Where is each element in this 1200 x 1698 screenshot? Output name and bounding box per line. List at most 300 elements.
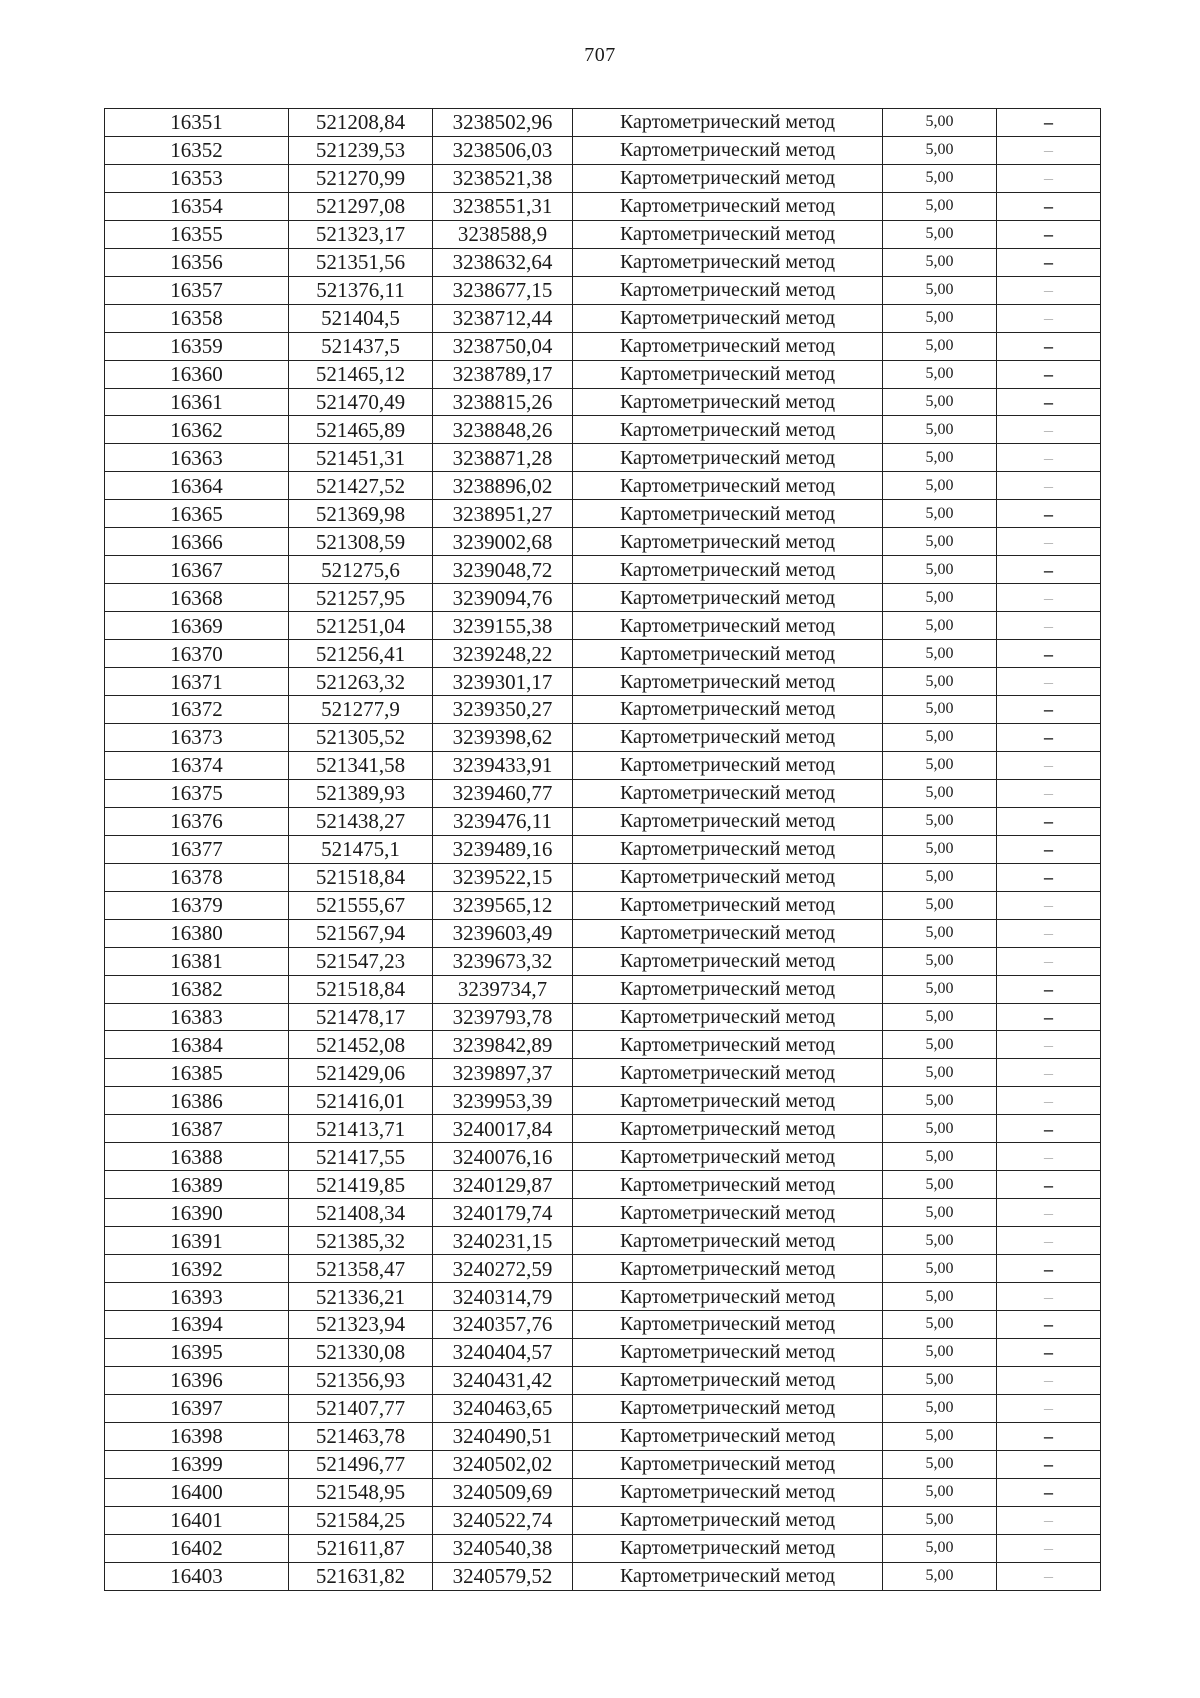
cell-point-number: 16380 bbox=[105, 919, 289, 947]
cell-point-number: 16354 bbox=[105, 192, 289, 220]
table-row bbox=[105, 1171, 1101, 1199]
cell-y-coordinate: 3239522,15 bbox=[433, 863, 573, 891]
cell-method: Картометрический метод bbox=[573, 472, 883, 500]
dash-mark: – bbox=[1044, 671, 1053, 692]
cell-dash bbox=[997, 723, 1101, 751]
dash-mark: – bbox=[1044, 252, 1053, 273]
cell-point-number: 16381 bbox=[105, 947, 289, 975]
cell-y-coordinate: 3240017,84 bbox=[433, 1115, 573, 1143]
cell-accuracy: 5,00 bbox=[883, 1171, 997, 1199]
cell-y-coordinate: 3239248,22 bbox=[433, 640, 573, 668]
cell-accuracy: 5,00 bbox=[883, 835, 997, 863]
cell-point-number: 16356 bbox=[105, 248, 289, 276]
cell-method: Картометрический метод bbox=[573, 1534, 883, 1562]
cell-x-coordinate: 521478,17 bbox=[289, 1003, 433, 1031]
cell-dash bbox=[997, 1283, 1101, 1311]
table-row bbox=[105, 1394, 1101, 1422]
cell-x-coordinate: 521341,58 bbox=[289, 751, 433, 779]
cell-x-coordinate: 521419,85 bbox=[289, 1171, 433, 1199]
cell-accuracy: 5,00 bbox=[883, 1310, 997, 1338]
table-row bbox=[105, 1310, 1101, 1338]
table-row bbox=[105, 696, 1101, 724]
table-row bbox=[105, 1199, 1101, 1227]
table-row bbox=[105, 500, 1101, 528]
cell-point-number: 16387 bbox=[105, 1115, 289, 1143]
table-row bbox=[105, 276, 1101, 304]
cell-dash bbox=[997, 891, 1101, 919]
cell-method: Картометрический метод bbox=[573, 779, 883, 807]
dash-mark: – bbox=[1044, 615, 1053, 636]
cell-point-number: 16374 bbox=[105, 751, 289, 779]
cell-x-coordinate: 521416,01 bbox=[289, 1087, 433, 1115]
cell-y-coordinate: 3240502,02 bbox=[433, 1450, 573, 1478]
cell-point-number: 16362 bbox=[105, 416, 289, 444]
table-row bbox=[105, 164, 1101, 192]
dash-mark: – bbox=[1044, 1230, 1053, 1251]
cell-accuracy: 5,00 bbox=[883, 947, 997, 975]
table-row bbox=[105, 1059, 1101, 1087]
cell-point-number: 16372 bbox=[105, 696, 289, 724]
cell-y-coordinate: 3240509,69 bbox=[433, 1478, 573, 1506]
cell-accuracy: 5,00 bbox=[883, 416, 997, 444]
cell-point-number: 16401 bbox=[105, 1506, 289, 1534]
cell-x-coordinate: 521336,21 bbox=[289, 1283, 433, 1311]
cell-x-coordinate: 521631,82 bbox=[289, 1562, 433, 1590]
cell-y-coordinate: 3238848,26 bbox=[433, 416, 573, 444]
cell-y-coordinate: 3238871,28 bbox=[433, 444, 573, 472]
cell-method: Картометрический метод bbox=[573, 360, 883, 388]
cell-x-coordinate: 521413,71 bbox=[289, 1115, 433, 1143]
cell-accuracy: 5,00 bbox=[883, 640, 997, 668]
cell-y-coordinate: 3239460,77 bbox=[433, 779, 573, 807]
page-number: 707 bbox=[584, 44, 616, 66]
cell-dash bbox=[997, 835, 1101, 863]
table-row bbox=[105, 668, 1101, 696]
cell-x-coordinate: 521369,98 bbox=[289, 500, 433, 528]
cell-point-number: 16377 bbox=[105, 835, 289, 863]
cell-y-coordinate: 3240490,51 bbox=[433, 1422, 573, 1450]
cell-dash bbox=[997, 1199, 1101, 1227]
cell-point-number: 16389 bbox=[105, 1171, 289, 1199]
cell-dash bbox=[997, 472, 1101, 500]
cell-dash bbox=[997, 388, 1101, 416]
cell-accuracy: 5,00 bbox=[883, 1059, 997, 1087]
cell-accuracy: 5,00 bbox=[883, 332, 997, 360]
cell-method: Картометрический метод bbox=[573, 304, 883, 332]
dash-mark: – bbox=[1044, 755, 1053, 776]
cell-method: Картометрический метод bbox=[573, 723, 883, 751]
cell-method: Картометрический метод bbox=[573, 276, 883, 304]
dash-mark: – bbox=[1044, 1566, 1053, 1587]
dash-mark: – bbox=[1044, 1258, 1053, 1279]
cell-x-coordinate: 521470,49 bbox=[289, 388, 433, 416]
cell-accuracy: 5,00 bbox=[883, 1562, 997, 1590]
cell-dash bbox=[997, 1562, 1101, 1590]
cell-accuracy: 5,00 bbox=[883, 612, 997, 640]
cell-x-coordinate: 521308,59 bbox=[289, 528, 433, 556]
cell-x-coordinate: 521263,32 bbox=[289, 668, 433, 696]
cell-method: Картометрический метод bbox=[573, 1338, 883, 1366]
cell-accuracy: 5,00 bbox=[883, 1338, 997, 1366]
table-row bbox=[105, 416, 1101, 444]
table-row bbox=[105, 723, 1101, 751]
cell-method: Картометрический метод bbox=[573, 444, 883, 472]
cell-y-coordinate: 3240129,87 bbox=[433, 1171, 573, 1199]
table-row bbox=[105, 891, 1101, 919]
cell-x-coordinate: 521330,08 bbox=[289, 1338, 433, 1366]
dash-mark: – bbox=[1044, 727, 1053, 748]
cell-x-coordinate: 521404,5 bbox=[289, 304, 433, 332]
dash-mark: – bbox=[1044, 196, 1053, 217]
cell-point-number: 16391 bbox=[105, 1227, 289, 1255]
dash-mark: – bbox=[1044, 923, 1053, 944]
dash-mark: – bbox=[1044, 419, 1053, 440]
dash-mark: – bbox=[1044, 1202, 1053, 1223]
cell-y-coordinate: 3238632,64 bbox=[433, 248, 573, 276]
cell-accuracy: 5,00 bbox=[883, 668, 997, 696]
cell-method: Картометрический метод bbox=[573, 416, 883, 444]
cell-y-coordinate: 3239301,17 bbox=[433, 668, 573, 696]
cell-method: Картометрический метод bbox=[573, 1031, 883, 1059]
coordinates-table bbox=[104, 108, 1101, 1591]
cell-dash bbox=[997, 528, 1101, 556]
cell-point-number: 16353 bbox=[105, 164, 289, 192]
cell-accuracy: 5,00 bbox=[883, 248, 997, 276]
cell-method: Картометрический метод bbox=[573, 668, 883, 696]
cell-y-coordinate: 3238551,31 bbox=[433, 192, 573, 220]
table-row bbox=[105, 807, 1101, 835]
dash-mark: – bbox=[1044, 1538, 1053, 1559]
cell-method: Картометрический метод bbox=[573, 1283, 883, 1311]
cell-accuracy: 5,00 bbox=[883, 1003, 997, 1031]
cell-x-coordinate: 521208,84 bbox=[289, 109, 433, 137]
cell-dash bbox=[997, 919, 1101, 947]
cell-dash bbox=[997, 1338, 1101, 1366]
cell-x-coordinate: 521452,08 bbox=[289, 1031, 433, 1059]
cell-method: Картометрический метод bbox=[573, 500, 883, 528]
dash-mark: – bbox=[1044, 308, 1053, 329]
cell-x-coordinate: 521475,1 bbox=[289, 835, 433, 863]
cell-point-number: 16395 bbox=[105, 1338, 289, 1366]
cell-dash bbox=[997, 668, 1101, 696]
cell-method: Картометрический метод bbox=[573, 164, 883, 192]
cell-dash bbox=[997, 164, 1101, 192]
cell-y-coordinate: 3238588,9 bbox=[433, 220, 573, 248]
dash-mark: – bbox=[1044, 392, 1053, 412]
cell-y-coordinate: 3240231,15 bbox=[433, 1227, 573, 1255]
cell-method: Картометрический метод bbox=[573, 1227, 883, 1255]
cell-accuracy: 5,00 bbox=[883, 1031, 997, 1059]
cell-dash bbox=[997, 1450, 1101, 1478]
cell-dash bbox=[997, 304, 1101, 332]
cell-accuracy: 5,00 bbox=[883, 1283, 997, 1311]
cell-point-number: 16392 bbox=[105, 1255, 289, 1283]
cell-y-coordinate: 3240404,57 bbox=[433, 1338, 573, 1366]
cell-accuracy: 5,00 bbox=[883, 220, 997, 248]
cell-point-number: 16365 bbox=[105, 500, 289, 528]
cell-method: Картометрический метод bbox=[573, 1143, 883, 1171]
cell-accuracy: 5,00 bbox=[883, 1450, 997, 1478]
cell-dash bbox=[997, 136, 1101, 164]
dash-mark: – bbox=[1044, 1398, 1053, 1419]
cell-x-coordinate: 521548,95 bbox=[289, 1478, 433, 1506]
table-row bbox=[105, 136, 1101, 164]
table-row bbox=[105, 779, 1101, 807]
cell-dash bbox=[997, 1478, 1101, 1506]
cell-y-coordinate: 3239793,78 bbox=[433, 1003, 573, 1031]
cell-x-coordinate: 521257,95 bbox=[289, 584, 433, 612]
table-row bbox=[105, 1031, 1101, 1059]
cell-point-number: 16394 bbox=[105, 1310, 289, 1338]
cell-y-coordinate: 3240357,76 bbox=[433, 1310, 573, 1338]
dash-mark: – bbox=[1044, 1034, 1053, 1055]
dash-mark: – bbox=[1044, 1426, 1053, 1447]
cell-point-number: 16400 bbox=[105, 1478, 289, 1506]
cell-point-number: 16378 bbox=[105, 863, 289, 891]
cell-y-coordinate: 3240179,74 bbox=[433, 1199, 573, 1227]
cell-method: Картометрический метод bbox=[573, 1450, 883, 1478]
cell-x-coordinate: 521351,56 bbox=[289, 248, 433, 276]
cell-method: Картометрический метод bbox=[573, 388, 883, 416]
cell-method: Картометрический метод bbox=[573, 1255, 883, 1283]
cell-y-coordinate: 3240431,42 bbox=[433, 1366, 573, 1394]
cell-point-number: 16386 bbox=[105, 1087, 289, 1115]
cell-dash bbox=[997, 1227, 1101, 1255]
dash-mark: – bbox=[1044, 1286, 1053, 1307]
cell-y-coordinate: 3239433,91 bbox=[433, 751, 573, 779]
cell-x-coordinate: 521417,55 bbox=[289, 1143, 433, 1171]
cell-x-coordinate: 521323,94 bbox=[289, 1310, 433, 1338]
cell-dash bbox=[997, 1087, 1101, 1115]
table-row bbox=[105, 1087, 1101, 1115]
cell-accuracy: 5,00 bbox=[883, 1422, 997, 1450]
cell-accuracy: 5,00 bbox=[883, 1227, 997, 1255]
cell-dash bbox=[997, 751, 1101, 779]
cell-x-coordinate: 521358,47 bbox=[289, 1255, 433, 1283]
cell-x-coordinate: 521389,93 bbox=[289, 779, 433, 807]
dash-mark: – bbox=[1044, 475, 1053, 496]
cell-y-coordinate: 3240540,38 bbox=[433, 1534, 573, 1562]
cell-dash bbox=[997, 584, 1101, 612]
dash-mark: – bbox=[1044, 559, 1053, 580]
cell-y-coordinate: 3239673,32 bbox=[433, 947, 573, 975]
cell-x-coordinate: 521451,31 bbox=[289, 444, 433, 472]
cell-point-number: 16358 bbox=[105, 304, 289, 332]
cell-accuracy: 5,00 bbox=[883, 1255, 997, 1283]
cell-method: Картометрический метод bbox=[573, 1199, 883, 1227]
cell-dash bbox=[997, 779, 1101, 807]
cell-point-number: 16398 bbox=[105, 1422, 289, 1450]
dash-mark: – bbox=[1044, 643, 1053, 664]
cell-dash bbox=[997, 276, 1101, 304]
dash-mark: – bbox=[1044, 224, 1053, 245]
cell-accuracy: 5,00 bbox=[883, 164, 997, 192]
dash-mark: – bbox=[1044, 1118, 1053, 1139]
cell-method: Картометрический метод bbox=[573, 109, 883, 137]
cell-point-number: 16371 bbox=[105, 668, 289, 696]
cell-dash bbox=[997, 863, 1101, 891]
cell-x-coordinate: 521437,5 bbox=[289, 332, 433, 360]
cell-method: Картометрический метод bbox=[573, 1394, 883, 1422]
cell-dash bbox=[997, 1143, 1101, 1171]
cell-point-number: 16352 bbox=[105, 136, 289, 164]
cell-x-coordinate: 521438,27 bbox=[289, 807, 433, 835]
dash-mark: – bbox=[1044, 951, 1053, 972]
cell-accuracy: 5,00 bbox=[883, 807, 997, 835]
cell-y-coordinate: 3239048,72 bbox=[433, 556, 573, 584]
cell-x-coordinate: 521277,9 bbox=[289, 696, 433, 724]
dash-mark: – bbox=[1044, 1006, 1053, 1027]
cell-x-coordinate: 521465,89 bbox=[289, 416, 433, 444]
dash-mark: – bbox=[1044, 895, 1053, 916]
cell-method: Картометрический метод bbox=[573, 1171, 883, 1199]
cell-accuracy: 5,00 bbox=[883, 1478, 997, 1506]
cell-y-coordinate: 3239155,38 bbox=[433, 612, 573, 640]
cell-method: Картометрический метод bbox=[573, 863, 883, 891]
dash-mark: – bbox=[1044, 1370, 1053, 1391]
cell-dash bbox=[997, 975, 1101, 1003]
cell-x-coordinate: 521611,87 bbox=[289, 1534, 433, 1562]
cell-dash bbox=[997, 1059, 1101, 1087]
cell-point-number: 16370 bbox=[105, 640, 289, 668]
table-row bbox=[105, 640, 1101, 668]
table-row bbox=[105, 1450, 1101, 1478]
table-row bbox=[105, 1227, 1101, 1255]
table-row bbox=[105, 919, 1101, 947]
cell-dash bbox=[997, 360, 1101, 388]
cell-accuracy: 5,00 bbox=[883, 751, 997, 779]
cell-method: Картометрический метод bbox=[573, 975, 883, 1003]
cell-x-coordinate: 521429,06 bbox=[289, 1059, 433, 1087]
cell-method: Картометрический метод bbox=[573, 1478, 883, 1506]
cell-accuracy: 5,00 bbox=[883, 192, 997, 220]
cell-method: Картометрический метод bbox=[573, 1003, 883, 1031]
cell-accuracy: 5,00 bbox=[883, 388, 997, 416]
cell-y-coordinate: 3238712,44 bbox=[433, 304, 573, 332]
cell-accuracy: 5,00 bbox=[883, 304, 997, 332]
cell-dash bbox=[997, 947, 1101, 975]
cell-accuracy: 5,00 bbox=[883, 528, 997, 556]
cell-dash bbox=[997, 1310, 1101, 1338]
dash-mark: – bbox=[1044, 839, 1053, 860]
cell-y-coordinate: 3239489,16 bbox=[433, 835, 573, 863]
cell-accuracy: 5,00 bbox=[883, 472, 997, 500]
cell-point-number: 16382 bbox=[105, 975, 289, 1003]
cell-point-number: 16376 bbox=[105, 807, 289, 835]
table-row bbox=[105, 109, 1101, 137]
cell-method: Картометрический метод bbox=[573, 640, 883, 668]
dash-mark: – bbox=[1044, 1174, 1053, 1195]
dash-mark: – bbox=[1044, 1482, 1053, 1503]
table-row bbox=[105, 1366, 1101, 1394]
dash-mark: – bbox=[1044, 1146, 1053, 1167]
cell-method: Картометрический метод bbox=[573, 1087, 883, 1115]
cell-method: Картометрический метод bbox=[573, 1562, 883, 1590]
cell-point-number: 16355 bbox=[105, 220, 289, 248]
table-row bbox=[105, 1115, 1101, 1143]
cell-point-number: 16402 bbox=[105, 1534, 289, 1562]
table-row bbox=[105, 556, 1101, 584]
dash-mark: – bbox=[1044, 811, 1053, 832]
cell-method: Картометрический метод bbox=[573, 528, 883, 556]
cell-y-coordinate: 3238951,27 bbox=[433, 500, 573, 528]
cell-accuracy: 5,00 bbox=[883, 1534, 997, 1562]
cell-dash bbox=[997, 1171, 1101, 1199]
cell-point-number: 16361 bbox=[105, 388, 289, 416]
dash-mark: – bbox=[1044, 979, 1053, 1000]
dash-mark: – bbox=[1044, 867, 1053, 888]
table-row bbox=[105, 975, 1101, 1003]
cell-method: Картометрический метод bbox=[573, 192, 883, 220]
cell-y-coordinate: 3238815,26 bbox=[433, 388, 573, 416]
cell-y-coordinate: 3240463,65 bbox=[433, 1394, 573, 1422]
cell-point-number: 16393 bbox=[105, 1283, 289, 1311]
cell-dash bbox=[997, 696, 1101, 724]
dash-mark: – bbox=[1044, 587, 1053, 608]
cell-point-number: 16363 bbox=[105, 444, 289, 472]
cell-method: Картометрический метод bbox=[573, 696, 883, 724]
cell-dash bbox=[997, 248, 1101, 276]
dash-mark: – bbox=[1044, 1090, 1053, 1111]
cell-accuracy: 5,00 bbox=[883, 360, 997, 388]
table-row bbox=[105, 584, 1101, 612]
cell-y-coordinate: 3240076,16 bbox=[433, 1143, 573, 1171]
cell-point-number: 16357 bbox=[105, 276, 289, 304]
cell-point-number: 16379 bbox=[105, 891, 289, 919]
cell-method: Картометрический метод bbox=[573, 332, 883, 360]
cell-method: Картометрический метод bbox=[573, 584, 883, 612]
cell-method: Картометрический метод bbox=[573, 136, 883, 164]
dash-mark: – bbox=[1044, 1062, 1053, 1083]
table-row bbox=[105, 1003, 1101, 1031]
dash-mark: – bbox=[1044, 699, 1053, 720]
cell-accuracy: 5,00 bbox=[883, 444, 997, 472]
cell-dash bbox=[997, 556, 1101, 584]
cell-method: Картометрический метод bbox=[573, 220, 883, 248]
cell-method: Картометрический метод bbox=[573, 556, 883, 584]
cell-dash bbox=[997, 500, 1101, 528]
table-row bbox=[105, 248, 1101, 276]
cell-accuracy: 5,00 bbox=[883, 919, 997, 947]
dash-mark: – bbox=[1044, 112, 1053, 133]
cell-x-coordinate: 521323,17 bbox=[289, 220, 433, 248]
cell-accuracy: 5,00 bbox=[883, 1143, 997, 1171]
cell-x-coordinate: 521356,93 bbox=[289, 1366, 433, 1394]
cell-x-coordinate: 521463,78 bbox=[289, 1422, 433, 1450]
cell-accuracy: 5,00 bbox=[883, 779, 997, 807]
cell-y-coordinate: 3239565,12 bbox=[433, 891, 573, 919]
cell-point-number: 16351 bbox=[105, 109, 289, 137]
dash-mark: – bbox=[1044, 280, 1053, 301]
cell-point-number: 16399 bbox=[105, 1450, 289, 1478]
cell-y-coordinate: 3239398,62 bbox=[433, 723, 573, 751]
cell-method: Картометрический метод bbox=[573, 248, 883, 276]
table-row bbox=[105, 947, 1101, 975]
cell-method: Картометрический метод bbox=[573, 1506, 883, 1534]
cell-accuracy: 5,00 bbox=[883, 696, 997, 724]
cell-dash bbox=[997, 1115, 1101, 1143]
cell-accuracy: 5,00 bbox=[883, 1366, 997, 1394]
cell-x-coordinate: 521305,52 bbox=[289, 723, 433, 751]
cell-x-coordinate: 521496,77 bbox=[289, 1450, 433, 1478]
dash-mark: – bbox=[1044, 168, 1053, 189]
dash-mark: – bbox=[1044, 531, 1053, 552]
table-row bbox=[105, 472, 1101, 500]
cell-y-coordinate: 3238506,03 bbox=[433, 136, 573, 164]
cell-method: Картометрический метод bbox=[573, 612, 883, 640]
cell-dash bbox=[997, 807, 1101, 835]
cell-accuracy: 5,00 bbox=[883, 584, 997, 612]
